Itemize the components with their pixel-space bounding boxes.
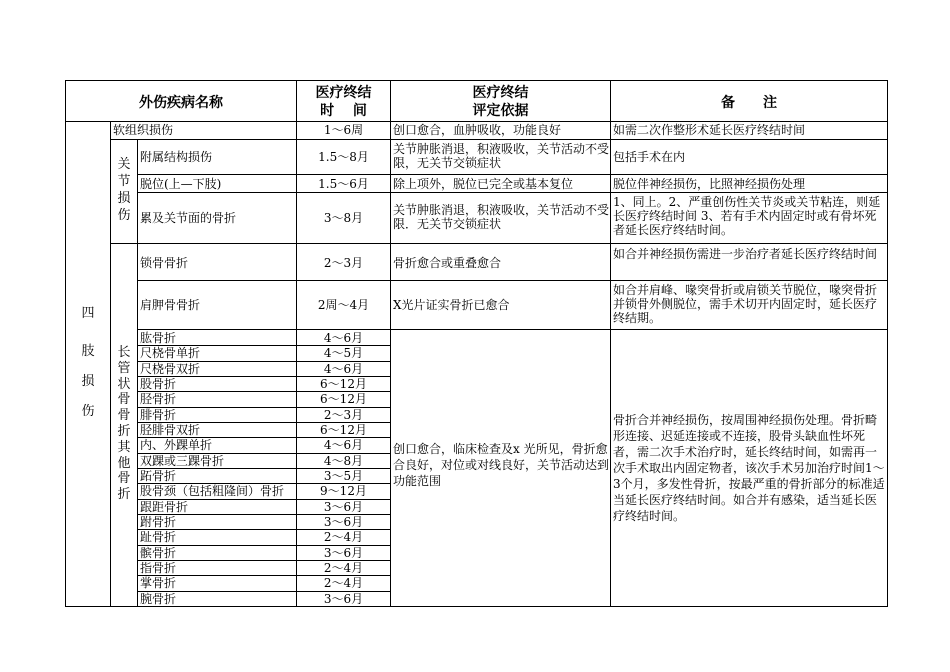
header-notes: 备 注 xyxy=(721,95,777,111)
group-joint-char-2: 节 xyxy=(117,174,131,189)
header-basis-line1: 医疗终结 xyxy=(472,85,529,101)
fracture-row-time: 4～6月 xyxy=(323,438,364,453)
group-long-bone-char: 骨 xyxy=(117,408,131,424)
fracture-row-name: 掌骨折 xyxy=(140,576,177,591)
fracture-row-time: 3～6月 xyxy=(323,545,364,560)
fracture-row-time: 4～8月 xyxy=(323,453,364,468)
row-soft-tissue-note: 如需二次作整形术延长医疗终结时间 xyxy=(613,123,806,137)
group-long-bone-char: 管 xyxy=(117,360,131,376)
row-clavicle-name: 锁骨骨折 xyxy=(140,256,189,270)
fracture-note: 骨折合并神经损伤，按周围神经损伤处理。骨折畸形连接、迟延连接或不连接，股骨头缺血性坏死者，需二次手术治疗时，延长终结时间，如需再一次手术取出内固定物者，该次手术另加治疗时间1～3个月，多发性骨折，按最严重的骨折部分的标准适当延长医疗终结时间。如合并有感染，适当延长医疗终结时间。 xyxy=(613,413,885,523)
group-long-bone-char: 状 xyxy=(117,376,131,392)
fracture-row-time: 4～6月 xyxy=(323,331,364,345)
fracture-row-time: 6～12月 xyxy=(320,392,367,407)
group-long-bone-char: 其 xyxy=(117,439,131,455)
fracture-row-name: 股骨折 xyxy=(140,377,177,391)
group-limb-char-4: 伤 xyxy=(81,404,95,419)
fracture-row-time: 3～6月 xyxy=(323,499,364,514)
fracture-row-name: 跖骨折 xyxy=(140,469,177,483)
row-articular-basis: 关节肿胀消退，积液吸收，关节活动不受限．无关节交锁症状 xyxy=(393,203,610,231)
row-dislocation-basis: 除上项外，脱位已完全或基本复位 xyxy=(393,177,574,191)
row-articular-time: 3～8月 xyxy=(323,211,364,225)
fracture-row-time: 4～5月 xyxy=(323,346,364,361)
group-long-bone-char: 骨 xyxy=(117,471,131,487)
fracture-row-time: 9～12月 xyxy=(320,484,367,499)
fracture-row-name: 双踝或三踝骨折 xyxy=(140,453,225,468)
row-attached-basis: 关节肿胀消退，积液吸收，关节活动不受限，无关节交锁症状 xyxy=(393,142,610,170)
fracture-row-name: 跗骨折 xyxy=(140,515,177,529)
fracture-row-name: 跟距骨折 xyxy=(140,499,189,514)
row-scapula-note: 如合并肩峰、喙突骨折或肩锁关节脱位，喙突骨折并锁骨外侧脱位，需手术切开内固定时，延长医疗终结期。 xyxy=(613,283,878,325)
fracture-row-time: 4～6月 xyxy=(323,361,364,376)
fracture-row-name: 腓骨折 xyxy=(140,407,177,422)
row-clavicle-time: 2～3月 xyxy=(323,256,364,270)
row-dislocation-time: 1.5～6月 xyxy=(318,177,369,191)
group-long-bone-char: 折 xyxy=(117,424,131,439)
fracture-row-name: 尺桡骨双折 xyxy=(140,361,201,376)
fracture-row-name: 胫骨折 xyxy=(140,392,177,407)
row-soft-tissue-name: 软组织损伤 xyxy=(113,123,174,137)
group-long-bone-char: 他 xyxy=(117,455,131,471)
fracture-row-name: 尺桡骨单折 xyxy=(140,346,201,361)
group-long-bone-char: 折 xyxy=(117,487,131,503)
group-long-bone-char: 骨 xyxy=(117,392,131,408)
row-scapula-name: 肩胛骨骨折 xyxy=(140,298,201,312)
fracture-row-name: 胫腓骨双折 xyxy=(140,423,201,437)
header-name: 外伤疾病名称 xyxy=(139,95,223,111)
row-dislocation-name: 脱位(上—下肢) xyxy=(140,177,222,191)
row-scapula-time: 2周～4月 xyxy=(317,298,370,312)
group-limb-char-1: 四 xyxy=(81,306,95,321)
fracture-row-name: 腕骨折 xyxy=(140,591,177,606)
group-joint-char-3: 损 xyxy=(117,191,131,206)
header-time-line2: 时 间 xyxy=(320,103,367,119)
fracture-row-time: 3～6月 xyxy=(323,591,364,606)
fracture-row-time: 6～12月 xyxy=(320,377,367,391)
group-limb-char-2: 肢 xyxy=(81,344,95,359)
row-soft-tissue-basis: 创口愈合，血肿吸收，功能良好 xyxy=(393,123,562,137)
fracture-row-time: 6～12月 xyxy=(320,423,367,437)
fracture-basis: 创口愈合，临床检查及x 光所见，骨折愈合良好，对位或对线良好，关节活动达到功能范围 xyxy=(393,442,610,488)
fracture-row-name: 股骨颈（包括粗隆间）骨折 xyxy=(140,484,285,499)
group-joint-char-4: 伤 xyxy=(117,208,131,223)
fracture-row-time: 3～5月 xyxy=(323,469,364,483)
fracture-row-name: 内、外踝单折 xyxy=(140,438,213,453)
header-basis-line2: 评定依据 xyxy=(472,103,529,119)
fracture-row-name: 肱骨折 xyxy=(140,331,177,345)
row-attached-time: 1.5～8月 xyxy=(318,150,369,164)
row-articular-note: 1、同上。2、严重创伤性关节炎或关节粘连，则延长医疗终结时间 3、若有手术内固定时或有骨坏死者延长医疗终结时间。 xyxy=(613,195,881,237)
row-clavicle-note: 如合并神经损伤需进一步治疗者延长医疗终结时间 xyxy=(613,247,878,261)
fracture-row-time: 2～4月 xyxy=(323,530,364,545)
group-long-bone-char: 长 xyxy=(117,345,131,360)
fracture-row-name: 趾骨折 xyxy=(140,530,177,545)
header-time-line1: 医疗终结 xyxy=(315,85,372,101)
fracture-row-time: 2～4月 xyxy=(323,576,364,591)
row-scapula-basis: X光片证实骨折已愈合 xyxy=(393,298,510,312)
row-attached-note: 包括手术在内 xyxy=(613,150,686,164)
group-joint-char-1: 关 xyxy=(117,157,131,172)
group-limb-char-3: 损 xyxy=(81,374,95,389)
row-attached-name: 附属结构损伤 xyxy=(140,150,213,164)
row-dislocation-note: 脱位伴神经损伤，比照神经损伤处理 xyxy=(613,177,806,191)
row-articular-name: 累及关节面的骨折 xyxy=(140,211,237,225)
fracture-row-name: 髌骨折 xyxy=(140,545,177,560)
fracture-row-time: 3～6月 xyxy=(323,515,364,529)
fracture-row-time: 2～4月 xyxy=(323,561,364,575)
row-soft-tissue-time: 1～6周 xyxy=(323,123,364,137)
fracture-row-name: 指骨折 xyxy=(140,561,177,575)
row-clavicle-basis: 骨折愈合或重叠愈合 xyxy=(393,256,502,270)
fracture-row-time: 2～3月 xyxy=(323,407,364,422)
